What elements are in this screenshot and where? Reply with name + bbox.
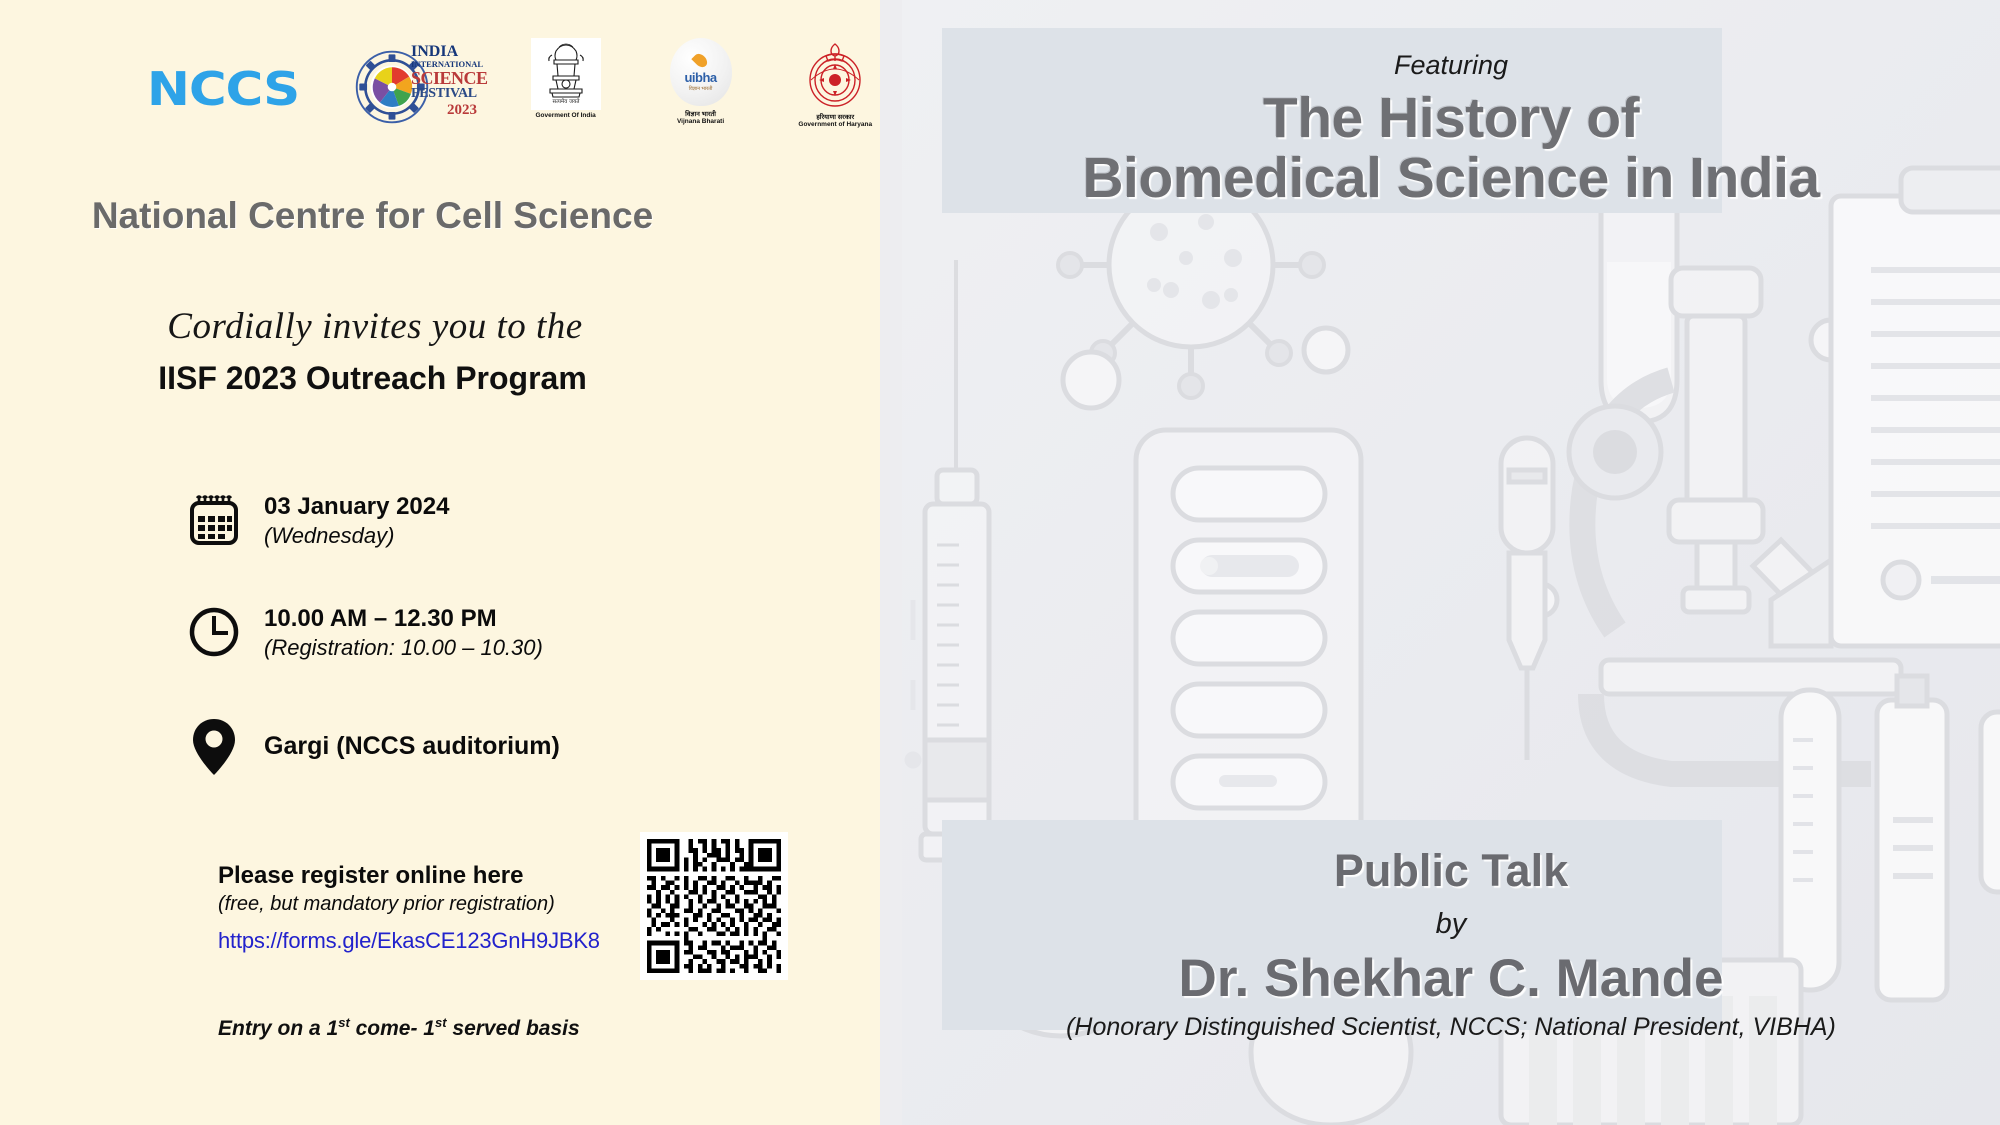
entry-note-suffix: served basis — [446, 1017, 580, 1040]
entry-note — [218, 1015, 738, 1041]
speaker-name: Dr. Shekhar C. Mande — [1178, 949, 1724, 1008]
organization-title: National Centre for Cell Science — [91, 195, 654, 236]
clock-icon — [186, 602, 264, 660]
qr-code-icon — [647, 839, 781, 973]
detail-text-venue — [264, 714, 560, 761]
iisf-line-international: INTERNATIONAL — [411, 59, 484, 69]
ashoka-emblem-icon — [531, 38, 601, 110]
registration-url-link[interactable]: https://forms.gle/EkasCE123GnH9JBK8 — [218, 927, 600, 953]
haryana-emblem-icon — [802, 38, 868, 110]
haryana-seal-icon — [802, 38, 868, 110]
registration-window: (Registration: 10.00 – 10.30) — [264, 635, 543, 661]
detail-text-time — [264, 602, 543, 662]
logo-iisf-icon — [349, 38, 488, 136]
nccs-wordmark-icon: NCCS — [146, 62, 300, 116]
entry-note-sup-2: st — [434, 1015, 447, 1030]
artboard — [902, 0, 2000, 1125]
iisf-wordblock — [411, 43, 488, 118]
detail-row-venue — [186, 714, 786, 778]
entry-note-mid: come- 1 — [349, 1017, 435, 1040]
by-label: by — [1435, 908, 1467, 940]
iisf-line-science: SCIENCE — [411, 67, 488, 88]
svg-text:सत्यमेव जयते: सत्यमेव जयते — [552, 99, 580, 105]
logo-vijnana-bharati — [663, 38, 739, 125]
ashoka-lion-capital-icon — [538, 41, 594, 107]
event-time: 10.00 AM – 12.30 PM — [264, 604, 497, 632]
talk-title-line-1: The History of — [1262, 86, 1640, 150]
right-panel — [880, 0, 2000, 1125]
talk-title-line-2: Biomedical Science in India — [1082, 146, 1820, 211]
program-name: IISF 2023 Outreach Program — [158, 360, 587, 396]
registration-qr-code[interactable] — [640, 832, 788, 980]
detail-row-date — [186, 490, 786, 550]
registration-heading: Please register online here — [218, 862, 524, 889]
detail-text-date — [264, 490, 449, 550]
vibha-subtext: विज्ञान भारती — [688, 85, 713, 92]
haryana-caption-hindi: हरियाणा सरकार — [816, 114, 855, 121]
cordial-invite-line: Cordially invites you to the — [167, 306, 583, 347]
registration-block — [218, 862, 638, 954]
logo-row — [0, 38, 880, 136]
left-panel — [0, 0, 880, 1125]
speaker-credential: (Honorary Distinguished Scientist, NCCS; National President, VIBHA) — [1066, 1013, 1836, 1041]
emblem-caption: Goverment Of India — [535, 112, 596, 119]
logo-government-of-haryana — [791, 38, 881, 128]
haryana-caption-english: Government of Haryana — [798, 121, 873, 128]
event-day: (Wednesday) — [264, 523, 395, 549]
registration-subnote: (free, but mandatory prior registration) — [218, 892, 555, 915]
event-date: 03 January 2024 — [264, 493, 450, 520]
section-label: Public Talk — [1333, 845, 1569, 896]
vibha-caption-english: Vijnana Bharati — [676, 118, 725, 125]
iisf-line-india: INDIA — [411, 43, 459, 60]
logo-nccs — [146, 38, 300, 116]
event-details-list — [186, 490, 786, 830]
detail-row-time — [186, 602, 786, 662]
vibha-caption-hindi: विज्ञान भारती — [685, 111, 716, 118]
vibha-oval-icon — [670, 38, 732, 106]
featuring-label: Featuring — [1393, 50, 1509, 80]
entry-note-prefix: Entry on a 1 — [218, 1017, 339, 1040]
vibha-flame-drop-icon — [691, 51, 709, 69]
iisf-line-year: 2023 — [447, 101, 477, 118]
calendar-icon — [186, 490, 264, 548]
location-pin-icon — [186, 714, 264, 778]
logo-government-of-india — [531, 38, 601, 119]
event-venue: Gargi (NCCS auditorium) — [264, 731, 560, 760]
entry-note-sup-1: st — [338, 1015, 350, 1030]
iisf-line-festival: FESTIVAL — [411, 85, 477, 101]
talk-title — [902, 88, 2000, 209]
vibha-wordmark: uibha — [684, 69, 717, 85]
